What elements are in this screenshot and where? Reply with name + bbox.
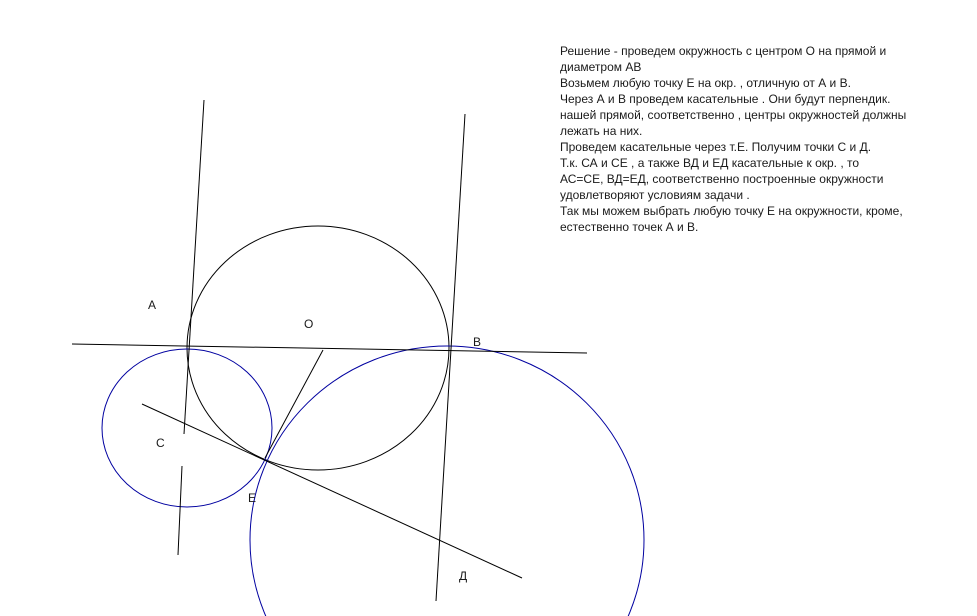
solution-line: Т.к. СА и СЕ , а также ВД и ЕД касательные к окр. , то xyxy=(560,156,860,170)
tangent-a-lower xyxy=(178,466,182,555)
label-point-o: О xyxy=(304,317,314,331)
solution-line: естественно точек А и В. xyxy=(560,220,699,234)
solution-line: удовлетворяют условиям задачи . xyxy=(560,188,750,202)
tangent-b xyxy=(436,114,468,601)
solution-line: Возьмем любую точку Е на окр. , отличную от А и В. xyxy=(560,76,851,90)
label-point-c: С xyxy=(156,436,165,450)
solution-line: Решение - проведем окружность с центром О на прямой и xyxy=(560,44,887,58)
solution-line: нашей прямой, соответственно , центры окружностей должны xyxy=(560,108,907,122)
label-point-b: В xyxy=(473,335,482,349)
label-point-e: Е xyxy=(248,491,257,505)
solution-line: лежать на них. xyxy=(560,124,643,138)
line-ab xyxy=(72,344,587,353)
solution-text xyxy=(560,43,970,235)
solution-line: Через А и В проведем касательные . Они будут перпендик. xyxy=(560,92,891,106)
radius-oe xyxy=(265,350,323,458)
tangent-e xyxy=(142,404,522,578)
solution-line: АС=СЕ, ВД=ЕД, соответственно построенные окружности xyxy=(560,172,884,186)
solution-line: Проведем касательные через т.Е. Получим точки С и Д. xyxy=(560,140,872,154)
label-point-a: А xyxy=(148,298,157,312)
label-point-d: Д xyxy=(459,569,468,583)
solution-line: Так мы можем выбрать любую точку Е на окружности, кроме, xyxy=(560,204,903,218)
circle-c xyxy=(102,349,272,507)
solution-line: диаметром АВ xyxy=(560,60,642,74)
tangent-a-upper xyxy=(184,100,204,434)
